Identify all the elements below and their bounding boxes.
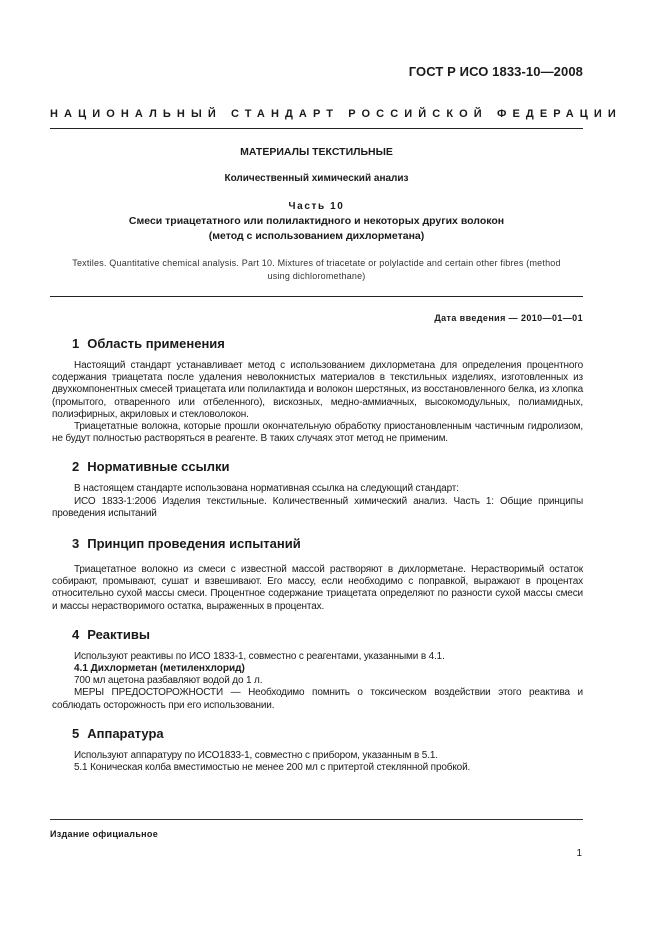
title-divider xyxy=(50,296,583,297)
paragraph: 5.1 Коническая колба вместимостью не менее 200 мл с притертой стеклянной пробкой. xyxy=(74,762,471,774)
section-title: Принцип проведения испытаний xyxy=(87,536,301,552)
section-number: 1 xyxy=(72,336,80,351)
paragraph: В настоящем стандарте использована нормативная ссылка на следующий стандарт: xyxy=(74,483,459,495)
section-heading xyxy=(72,627,583,642)
part-subtitle-line-1: Смеси триацетатного или полилактидного и некоторых других волокон xyxy=(128,215,505,227)
section-test-principle xyxy=(52,536,583,613)
section-heading xyxy=(72,336,583,351)
part-subtitle-line-2: (метод с использованием дихлорметана) xyxy=(208,230,425,242)
paragraph: Триацетатные волокна, которые прошли окончательную обработку приостановленным частичным гидролизом, не будут полностью растворяться в реагенте. В таких случаях этот метод не применим. xyxy=(52,421,583,445)
section-reagents xyxy=(52,627,583,712)
paragraph: Триацетатное волокно из смеси с известной массой растворяют в дихлорметане. Нерастворимый остаток собирают, промывают, сушат и взвешивают. Его массу, если необходимо с поправкой, выражают в процентах относительно сухой массы смеси. Процентное содержание триацетата определяют по разности сухой массы смеси и массы нерастворимого остатка, выраженных в процентах. xyxy=(52,564,583,612)
paragraph: Используют аппаратуру по ИСО1833-1, совместно с прибором, указанным в 5.1. xyxy=(74,749,438,761)
page-number: 1 xyxy=(576,848,582,859)
document-body xyxy=(52,336,583,778)
document-subtitle: Количественный химический анализ xyxy=(224,173,409,184)
section-title: Нормативные ссылки xyxy=(87,459,230,475)
section-normative-references xyxy=(52,459,583,520)
national-standard-banner: НАЦИОНАЛЬНЫЙ СТАНДАРТ РОССИЙСКОЙ ФЕДЕРАЦИИ xyxy=(50,108,622,120)
section-title: Область применения xyxy=(87,336,225,351)
paragraph: ИСО 1833-1:2006 Изделия текстильные. Количественный химический анализ. Часть 1: Общие принципы проведения испытаний xyxy=(52,495,583,519)
section-heading xyxy=(72,726,583,741)
warning-paragraph: МЕРЫ ПРЕДОСТОРОЖНОСТИ — Необходимо помнить о токсическом воздействии этого реактива и соблюдать осторожность при его использовании. xyxy=(52,687,583,711)
footer-divider xyxy=(50,819,583,820)
section-number: 2 xyxy=(72,459,80,475)
english-title: Textiles. Quantitative chemical analysis. Part 10. Mixtures of triacetate or polylactide and certain other fibres (method using dichloromethane) xyxy=(72,258,561,281)
section-heading xyxy=(72,536,583,551)
part-title: Часть 10 xyxy=(288,201,345,212)
paragraph: 700 мл ацетона разбавляют водой до 1 л. xyxy=(74,675,263,687)
subsection-heading: 4.1 Дихлорметан (метиленхлорид) xyxy=(74,663,245,675)
paragraph: Настоящий стандарт устанавливает метод с использованием дихлорметана для определения процентного содержания триацетата после удаления неволокнистых материалов в текстильных изделиях, изготовленных из двухкомпонентных смесей триацетата или полилактида и волокон шерстяных, из восстановленного белка, из хлопка (промытого, отваренного или отбеленного), вискозных, медно-аммиачных, высокомодульных, полиамидных, полиэфирных, акриловых и стекловолокон. xyxy=(52,360,583,420)
section-number: 5 xyxy=(72,725,80,741)
section-scope xyxy=(52,336,583,445)
part-subtitle xyxy=(60,214,573,244)
section-apparatus xyxy=(52,726,583,774)
document-code: ГОСТ Р ИСО 1833-10—2008 xyxy=(408,64,583,79)
section-number: 4 xyxy=(72,626,80,642)
section-title: Реактивы xyxy=(87,626,150,642)
section-heading xyxy=(72,459,583,474)
paragraph: Используют реактивы по ИСО 1833-1, совместно с реагентами, указанными в 4.1. xyxy=(74,650,445,662)
edition-label: Издание официальное xyxy=(50,829,159,839)
introduction-date: Дата введения — 2010—01—01 xyxy=(434,313,583,323)
document-title: МАТЕРИАЛЫ ТЕКСТИЛЬНЫЕ xyxy=(240,146,393,158)
section-number: 3 xyxy=(72,536,80,552)
header-divider xyxy=(50,128,583,129)
section-title: Аппаратура xyxy=(87,725,164,741)
